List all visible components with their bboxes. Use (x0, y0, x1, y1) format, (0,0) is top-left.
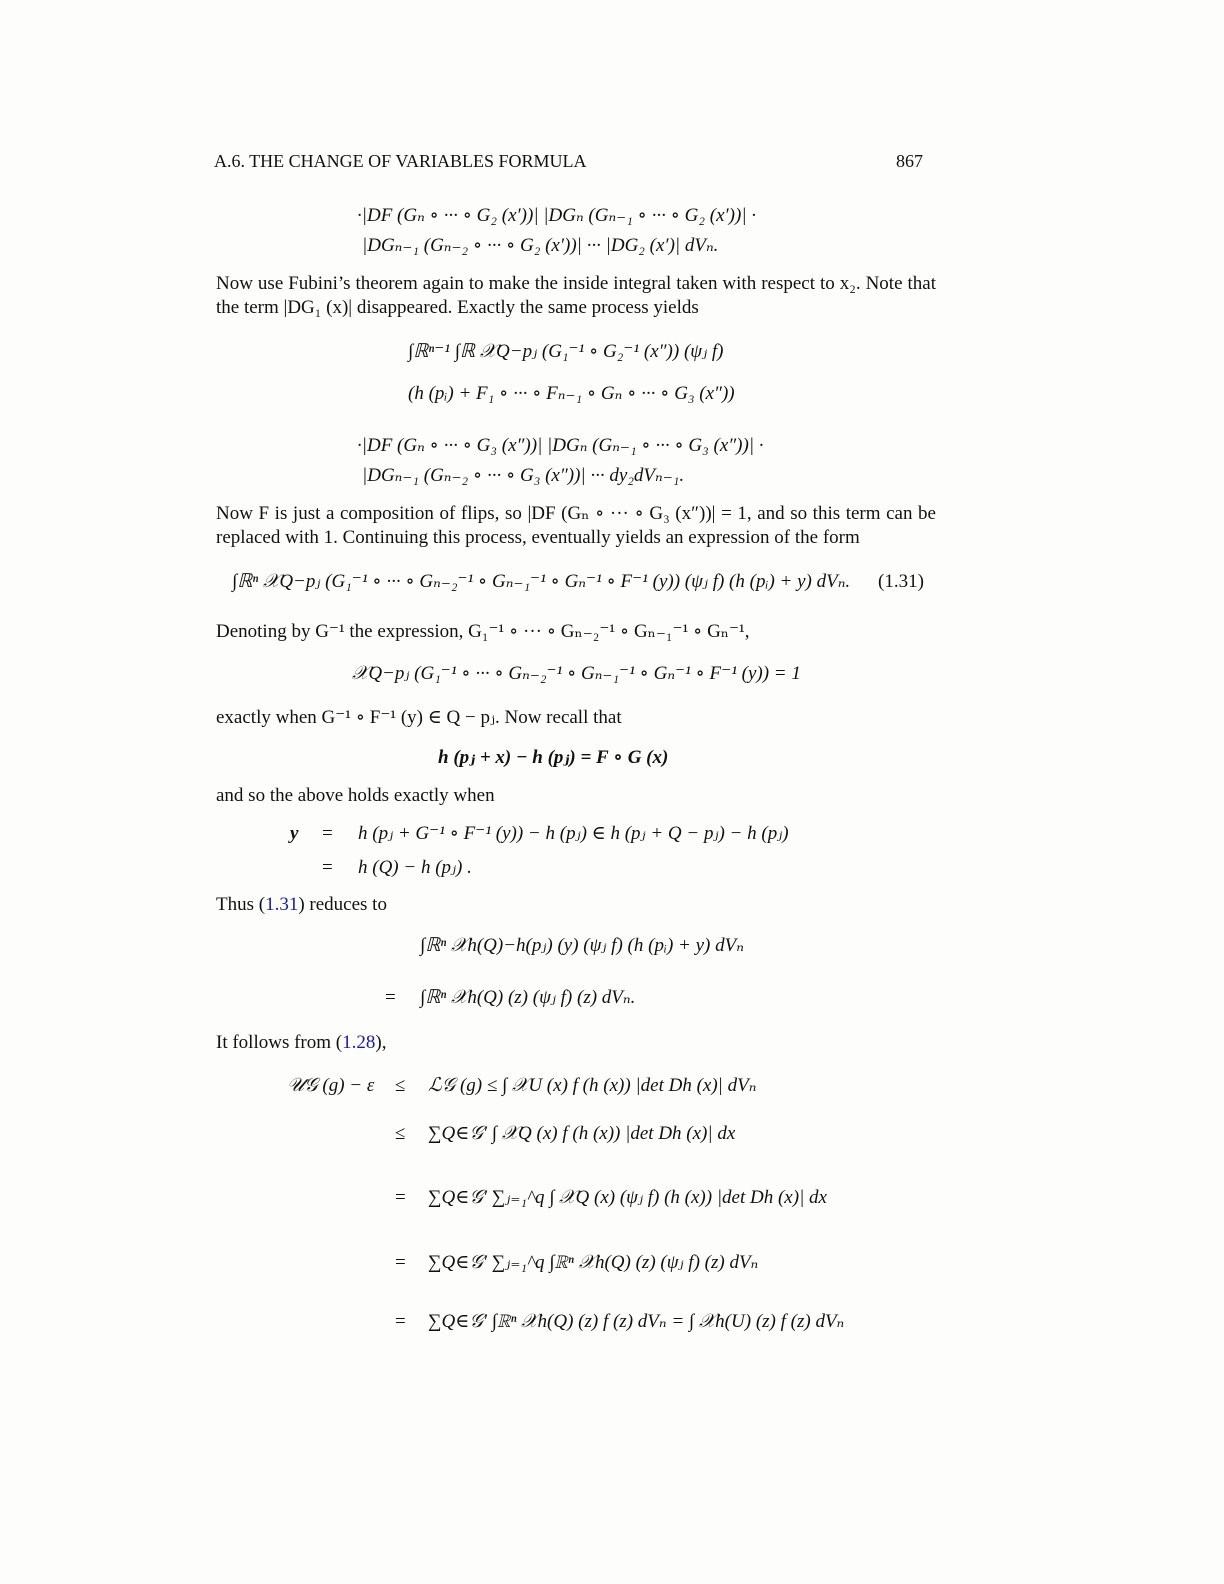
equation-3-line-2: |DGₙ₋₁ (Gₙ₋₂ ∘ ··· ∘ G₃ (x″))| ··· dy₂dVₙ₋₁. (362, 465, 685, 486)
equation-6: h (pⱼ + x) − h (pⱼ) = F ∘ G (x) (438, 747, 669, 768)
equation-7-eq-1: = (322, 823, 333, 844)
equation-9-line-5: ∑Q∈𝒢′ ∫ℝⁿ 𝒳h(Q) (z) f (z) dVₙ = ∫ 𝒳h(U) (z) f (z) dVₙ (428, 1311, 845, 1332)
paragraph-1: Now use Fubini’s theorem again to make the inside integral taken with respect to x₂. Note that the term |DG₁ (x)| disappeared. Exactly the same process yields (216, 273, 936, 318)
equation-8-line-2: ∫ℝⁿ 𝒳h(Q) (z) (ψⱼ f) (z) dVₙ. (420, 987, 636, 1008)
equation-8-line-1: ∫ℝⁿ 𝒳h(Q)−h(pⱼ) (y) (ψⱼ f) (h (pᵢ) + y) dVₙ (420, 935, 744, 956)
equation-ref-1-28[interactable]: 1.28 (342, 1032, 376, 1053)
equation-9-rel-3: = (395, 1187, 406, 1208)
equation-9-rel-1: ≤ (395, 1075, 406, 1096)
equation-9-rel-4: = (395, 1252, 406, 1273)
running-header-title: A.6. THE CHANGE OF VARIABLES FORMULA (214, 151, 587, 171)
equation-9-lhs: 𝒰𝒢 (g) − ε (287, 1075, 375, 1096)
equation-9-line-3: ∑Q∈𝒢′ ∑ⱼ₌₁^q ∫ 𝒳Q (x) (ψⱼ f) (h (x)) |det Dh (x)| dx (428, 1187, 827, 1208)
equation-7-line-1: h (pⱼ + G⁻¹ ∘ F⁻¹ (y)) − h (pⱼ) ∈ h (pⱼ + Q − pⱼ) − h (pⱼ) (358, 823, 789, 844)
page-number: 867 (896, 151, 923, 171)
paragraph-6: Thus (1.31) reduces to (216, 894, 387, 915)
equation-9-line-4: ∑Q∈𝒢′ ∑ⱼ₌₁^q ∫ℝⁿ 𝒳h(Q) (z) (ψⱼ f) (z) dVₙ (428, 1252, 759, 1273)
equation-2-line-1: ∫ℝⁿ⁻¹ ∫ℝ 𝒳Q−pⱼ (G₁⁻¹ ∘ G₂⁻¹ (x″)) (ψⱼ f) (408, 341, 724, 362)
equation-ref-1-31[interactable]: 1.31 (265, 894, 299, 915)
equation-7-line-2: h (Q) − h (pⱼ) . (358, 857, 472, 878)
equation-7-eq-2: = (322, 857, 333, 878)
paragraph-5: and so the above holds exactly when (216, 785, 495, 806)
equation-9-line-1: ℒ𝒢 (g) ≤ ∫ 𝒳U (x) f (h (x)) |det Dh (x)| dVₙ (428, 1075, 757, 1096)
equation-1-line-2: |DGₙ₋₁ (Gₙ₋₂ ∘ ··· ∘ G₂ (x′))| ··· |DG₂ (x′)| dVₙ. (362, 235, 719, 256)
equation-9-rel-5: = (395, 1311, 406, 1332)
paragraph-4: exactly when G⁻¹ ∘ F⁻¹ (y) ∈ Q − pⱼ. Now recall that (216, 707, 622, 728)
equation-8-eq: = (385, 987, 396, 1008)
equation-9-rel-2: ≤ (395, 1123, 406, 1144)
equation-5: 𝒳Q−pⱼ (G₁⁻¹ ∘ ··· ∘ Gₙ₋₂⁻¹ ∘ Gₙ₋₁⁻¹ ∘ Gₙ⁻¹ ∘ F⁻¹ (y)) = 1 (352, 663, 801, 684)
paragraph-7: It follows from (1.28), (216, 1032, 387, 1053)
equation-9-line-2: ∑Q∈𝒢′ ∫ 𝒳Q (x) f (h (x)) |det Dh (x)| dx (428, 1123, 736, 1144)
equation-7-lhs: y (290, 823, 299, 844)
equation-3-line-1: ·|DF (Gₙ ∘ ··· ∘ G₃ (x″))| |DGₙ (Gₙ₋₁ ∘ ··· ∘ G₃ (x″))| · (357, 435, 764, 456)
equation-4: ∫ℝⁿ 𝒳Q−pⱼ (G₁⁻¹ ∘ ··· ∘ Gₙ₋₂⁻¹ ∘ Gₙ₋₁⁻¹ ∘ Gₙ⁻¹ ∘ F⁻¹ (y)) (ψⱼ f) (h (pᵢ) + y) dVₙ. (232, 571, 851, 592)
paragraph-3: Denoting by G⁻¹ the expression, G₁⁻¹ ∘ ··· ∘ Gₙ₋₂⁻¹ ∘ Gₙ₋₁⁻¹ ∘ Gₙ⁻¹, (216, 621, 750, 642)
equation-tag-1-31: (1.31) (878, 571, 924, 592)
equation-2-line-2: (h (pᵢ) + F₁ ∘ ··· ∘ Fₙ₋₁ ∘ Gₙ ∘ ··· ∘ G₃ (x″)) (408, 383, 735, 404)
equation-1-line-1: ·|DF (Gₙ ∘ ··· ∘ G₂ (x′))| |DGₙ (Gₙ₋₁ ∘ ··· ∘ G₂ (x′))| · (357, 205, 757, 226)
paragraph-2: Now F is just a composition of flips, so |DF (Gₙ ∘ ··· ∘ G₃ (x″))| = 1, and so this term can be replaced with 1. Continuing this process, eventually yields an expression of the form (216, 503, 936, 548)
